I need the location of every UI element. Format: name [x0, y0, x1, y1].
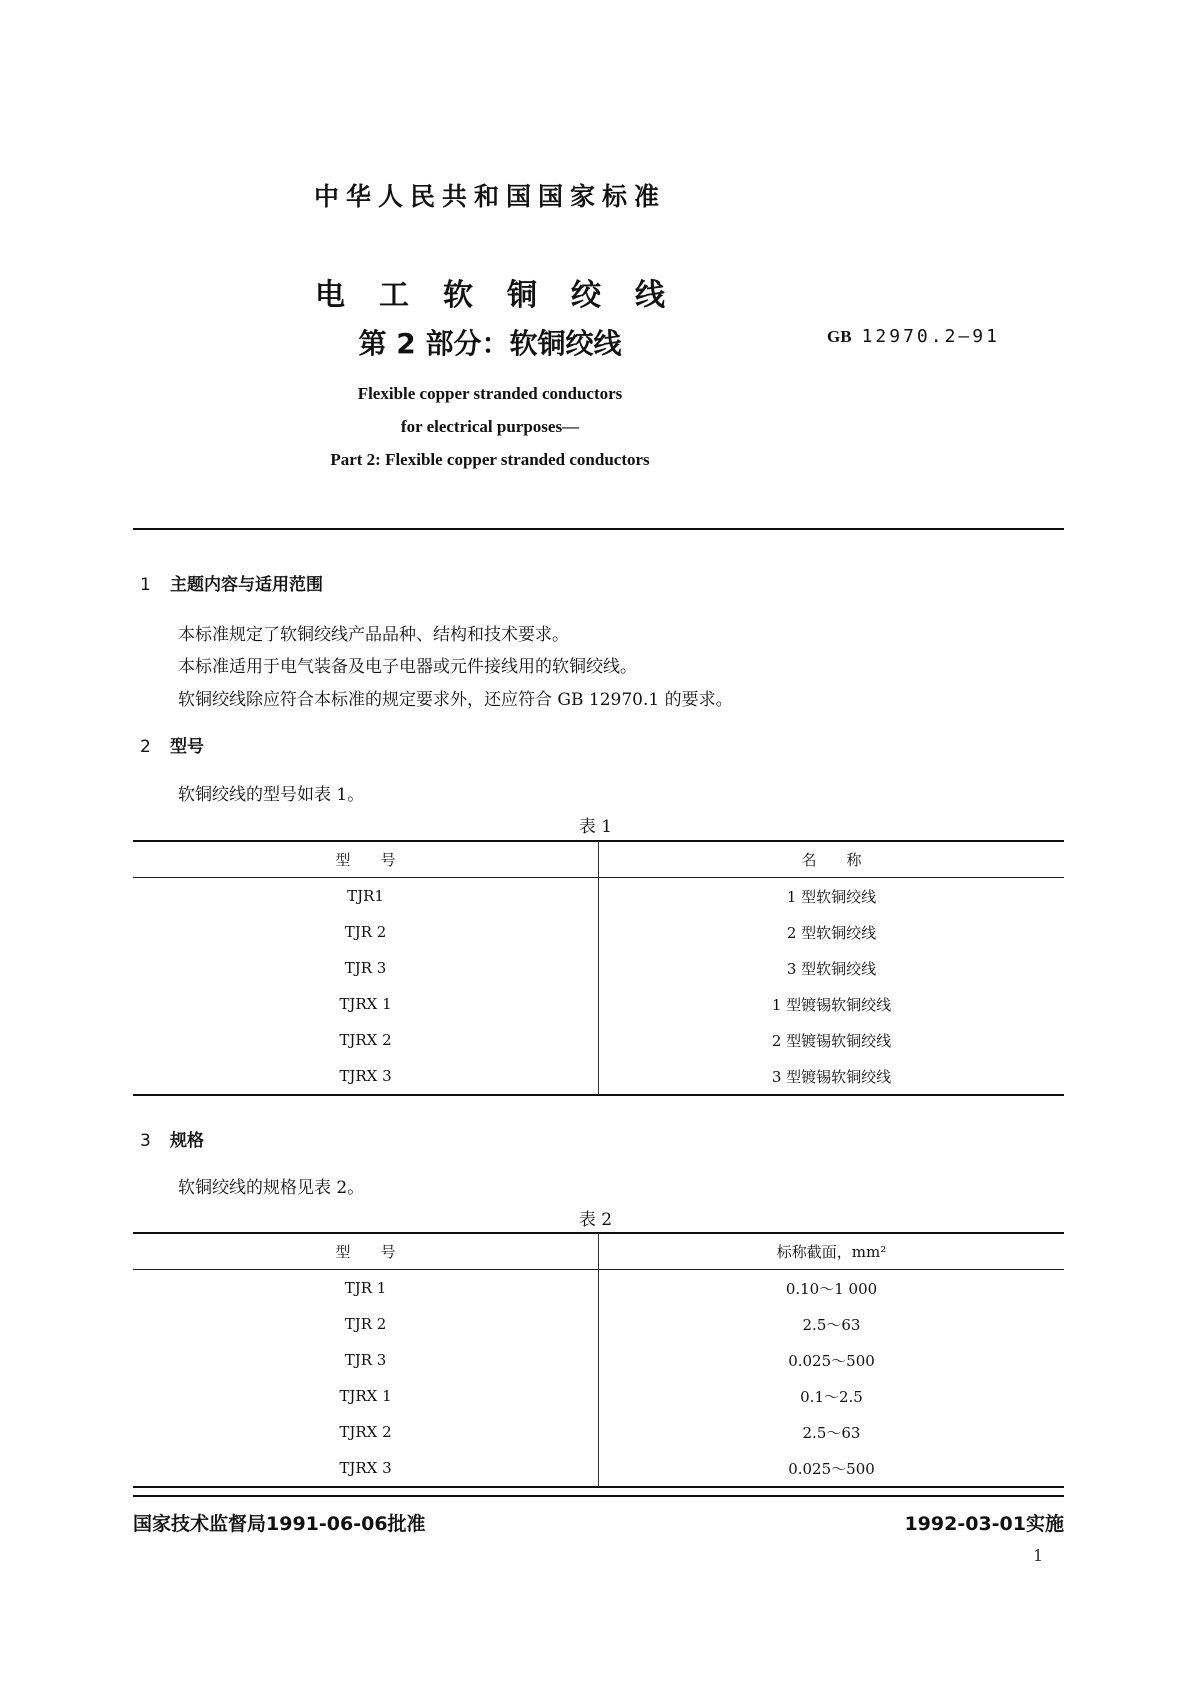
cell-model: TJR 3 — [133, 950, 599, 986]
cell-model: TJR 2 — [133, 1306, 599, 1342]
standard-code — [827, 323, 1000, 347]
table-row — [133, 986, 1064, 1022]
section-1-heading — [140, 570, 323, 595]
column-header-model: 型号 — [133, 841, 599, 878]
cell-nominal-section: 2.5～63 — [802, 1315, 861, 1334]
english-title-line-2: for electrical purposes— — [400, 417, 580, 436]
section-title: 型号 — [170, 737, 204, 757]
table-row — [133, 950, 1064, 986]
page-number: 1 — [1033, 1546, 1044, 1565]
column-header-name: 名称 — [599, 841, 1065, 878]
footer-divider — [133, 1495, 1064, 1497]
cell-nominal-section: 2.5～63 — [802, 1423, 861, 1442]
cell-nominal-section: 0.025～500 — [599, 1450, 1065, 1487]
cell-model: TJR 1 — [133, 1270, 599, 1307]
cell-model: TJRX 1 — [133, 1378, 599, 1414]
cell-name: 2 型软铜绞线 — [786, 923, 877, 942]
english-title-line-3: Part 2: Flexible copper stranded conductors — [330, 450, 650, 469]
section-title: 规格 — [170, 1131, 204, 1151]
cell-nominal-section: 0.10～1 000 — [785, 1279, 878, 1298]
cell-nominal-section: 0.025～500 — [788, 1351, 875, 1370]
section-number: 1 — [140, 575, 151, 595]
cell-model: TJRX 2 — [133, 1414, 599, 1450]
section-1-paragraph-2: 本标准适用于电气装备及电子电器或元件接线用的软铜绞线。 — [178, 657, 637, 677]
section-3-paragraph-1: 软铜绞线的规格见表 2。 — [178, 1178, 365, 1198]
cell-model: TJRX 3 — [133, 1450, 599, 1487]
table-row — [133, 1058, 1064, 1095]
cell-model: TJRX 1 — [133, 986, 599, 1022]
column-header-nominal-section: 标称截面，mm² — [599, 1233, 1065, 1270]
cell-name: 2 型镀锡软铜绞线 — [771, 1031, 892, 1050]
cell-model: TJRX 2 — [133, 1022, 599, 1058]
table-row — [133, 914, 1064, 950]
standard-prefix: GB — [827, 327, 852, 346]
cell-name: 3 型软铜绞线 — [786, 959, 877, 978]
cell-model: TJR1 — [133, 878, 599, 915]
cell-nominal-section: 0.1～2.5 — [800, 1387, 863, 1406]
document-subtitle: 第 2 部分：软铜绞线 — [358, 327, 622, 360]
table-2-caption: 表 2 — [578, 1210, 613, 1230]
table-row — [133, 1450, 1064, 1487]
table-row — [133, 1022, 1064, 1058]
approval-date: 国家技术监督局1991-06-06批准 — [133, 1513, 426, 1535]
table-row — [133, 878, 1064, 915]
table-row — [133, 1378, 1064, 1414]
table-2-specifications — [133, 1232, 1064, 1488]
cell-model: TJRX 3 — [133, 1058, 599, 1095]
cell-name: 1 型软铜绞线 — [786, 887, 877, 906]
section-2-paragraph-1: 软铜绞线的型号如表 1。 — [178, 785, 365, 805]
standard-number: 12970.2—91 — [861, 326, 1000, 347]
national-standard-title: 中华人民共和国国家标准 — [313, 182, 666, 211]
cell-model: TJR 3 — [133, 1342, 599, 1378]
section-number: 2 — [140, 737, 151, 757]
cell-name: 3 型镀锡软铜绞线 — [599, 1058, 1065, 1095]
table-row — [133, 1306, 1064, 1342]
header-divider — [133, 528, 1064, 530]
section-title: 主题内容与适用范围 — [170, 575, 323, 595]
table-row — [133, 1414, 1064, 1450]
table-row — [133, 1342, 1064, 1378]
section-3-heading — [140, 1126, 204, 1151]
cell-model: TJR 2 — [133, 914, 599, 950]
english-title-line-1: Flexible copper stranded conductors — [357, 384, 623, 403]
document-main-title: 电工软铜绞线 — [315, 278, 699, 313]
table-header-row — [133, 841, 1064, 878]
table-1-caption: 表 1 — [578, 817, 613, 837]
section-1-paragraph-1: 本标准规定了软铜绞线产品品种、结构和技术要求。 — [178, 625, 569, 645]
table-1-model-names — [133, 840, 1064, 1096]
section-2-heading — [140, 732, 204, 757]
table-row — [133, 1270, 1064, 1307]
section-number: 3 — [140, 1131, 151, 1151]
section-1-paragraph-3: 软铜绞线除应符合本标准的规定要求外，还应符合 GB 12970.1 的要求。 — [178, 690, 733, 710]
implementation-date: 1992-03-01实施 — [904, 1513, 1064, 1535]
table-header-row — [133, 1233, 1064, 1270]
cell-name: 1 型镀锡软铜绞线 — [771, 995, 892, 1014]
column-header-model: 型号 — [133, 1233, 599, 1270]
